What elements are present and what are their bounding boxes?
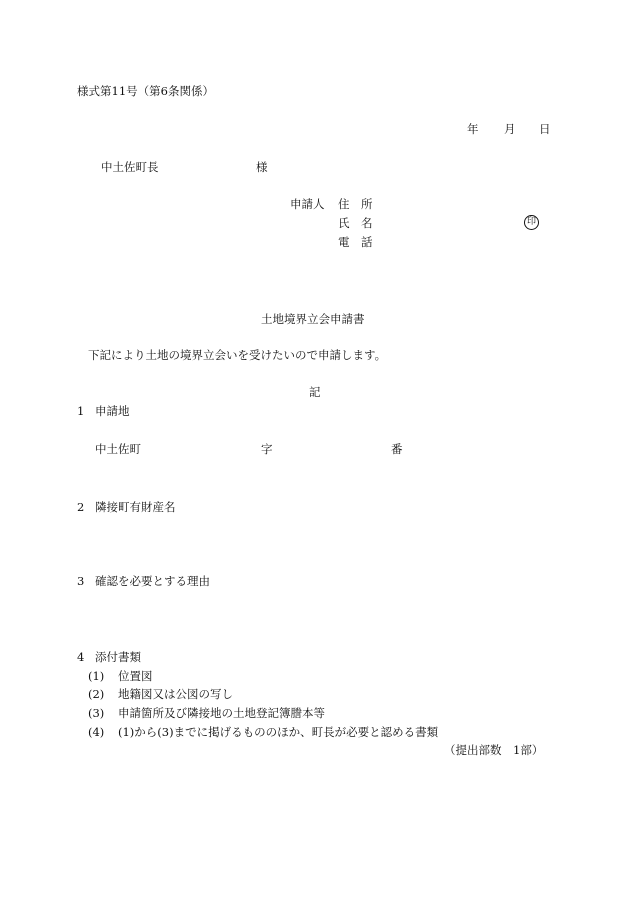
phone-label: 電 話 — [338, 235, 373, 249]
item3-title: 確認を必要とする理由 — [95, 574, 210, 588]
item4-number: 4 — [77, 650, 85, 664]
item3-number: 3 — [77, 574, 85, 588]
item1-aza: 字 — [261, 442, 273, 456]
attachment-text: 地籍図又は公図の写し — [118, 687, 233, 701]
item2-title: 隣接町有財産名 — [95, 500, 176, 514]
attachment-number: (4) — [88, 725, 105, 739]
item1-number: 1 — [77, 404, 85, 418]
ki-heading: 記 — [309, 385, 321, 399]
date-day: 日 — [539, 122, 551, 136]
item4-title: 添付書類 — [95, 650, 141, 664]
attachment-number: (3) — [88, 706, 105, 720]
applicant-label: 申請人 — [290, 197, 325, 211]
item2-number: 2 — [77, 500, 85, 514]
copies-note: （提出部数 1部） — [444, 743, 544, 757]
item1-ban: 番 — [391, 442, 403, 456]
seal-mark: 印 — [524, 215, 539, 230]
item1-title: 申請地 — [95, 404, 130, 418]
attachment-text: (1)から(3)までに掲げるもののほか、町長が必要と認める書類 — [118, 725, 439, 739]
addressee-honorific: 様 — [256, 160, 268, 174]
address-label: 住 所 — [338, 197, 373, 211]
date-year: 年 — [467, 122, 479, 136]
name-label: 氏 名 — [338, 216, 373, 230]
intro-text: 下記により土地の境界立会いを受けたいので申請します。 — [88, 348, 387, 362]
date-month: 月 — [504, 122, 516, 136]
attachment-number: (2) — [88, 687, 105, 701]
form-number: 様式第11号（第6条関係） — [77, 84, 214, 98]
attachment-text: 位置図 — [118, 669, 153, 683]
document-title: 土地境界立会申請書 — [261, 312, 365, 326]
item1-town: 中土佐町 — [95, 442, 141, 456]
attachment-number: (1) — [88, 669, 105, 683]
attachment-text: 申請箇所及び隣接地の土地登記簿謄本等 — [118, 706, 325, 720]
addressee-name: 中土佐町長 — [101, 160, 159, 174]
